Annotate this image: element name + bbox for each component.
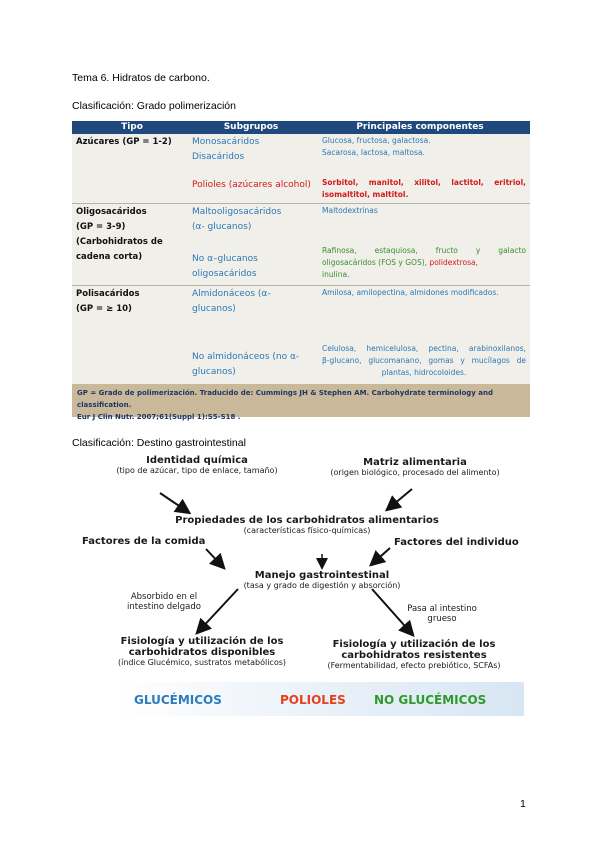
node-resistentes: Fisiología y utilización de los carbohidratos resistentes (Fermentabilidad, efecto prebiótico, SCFAs) xyxy=(327,639,501,670)
node-propiedades: Propiedades de los carbohidratos alimentarios (características físico-químicas) xyxy=(175,515,439,535)
node-factores-individuo: Factores del individuo xyxy=(394,537,519,548)
node-factores-comida: Factores de la comida xyxy=(82,536,206,547)
label-pasa-intestino: Pasa al intestino grueso xyxy=(407,604,477,624)
node-disponibles: Fisiología y utilización de los carbohidratos disponibles (índice Glucémico, sustratos metabólicos) xyxy=(117,636,286,667)
label-absorbido: Absorbido en el intestino delgado xyxy=(127,592,201,612)
row-poli-componentes: Amilosa, amilopectina, almidones modificados. xyxy=(322,288,499,297)
legend-no-glucemicos: NO GLUCÉMICOS xyxy=(374,693,487,707)
document-title: Tema 6. Hidratos de carbono. xyxy=(72,72,210,84)
legend-polioles: POLIOLES xyxy=(280,693,346,707)
header-tipo: Tipo xyxy=(121,122,143,132)
classification-table xyxy=(72,121,530,421)
row-azucares-polioles-componentes: Sorbitol, manitol, xilitol, lactitol, eritriol, isomaltitol, maltitol. xyxy=(322,178,526,199)
row-poli-almidonaceos: Almidonáceos (α- glucanos) xyxy=(192,289,271,314)
row-poli-no-almidon-componentes: Celulosa, hemicelulosa, pectina, arabinoxilanos, β-glucano, glucomanano, gomas y mucílagos de plantas, hidrocoloides. xyxy=(322,344,526,377)
row-divider xyxy=(72,285,530,286)
row-azucares-componentes: Glucosa, fructosa, galactosa. Sacarosa, lactosa, maltosa. xyxy=(322,136,431,157)
table-footnote: GP = Grado de polimerización. Traducido de: Cummings JH & Stephen AM. Carbohydrate terminology and classification. Eur J Clin Nutr. 2007;61(Suppl 1):S5-S18 . xyxy=(72,384,530,417)
legend-glucemicos: GLUCÉMICOS xyxy=(134,693,222,707)
row-azucares-subgrupos: Monosacáridos Disacáridos xyxy=(192,137,260,162)
arrow-identidad-propiedades xyxy=(160,493,188,512)
node-matriz: Matriz alimentaria (origen biológico, procesado del alimento) xyxy=(330,457,500,477)
table-header xyxy=(72,121,530,134)
row-oligo-tipo: Oligosacáridos (GP = 3-9) (Carbohidratos de cadena corta) xyxy=(76,207,163,262)
node-identidad: Identidad química (tipo de azúcar, tipo de enlace, tamaño) xyxy=(116,455,278,475)
row-poli-tipo: Polisacáridos (GP = ≥ 10) xyxy=(76,289,140,314)
row-oligo-componentes: Maltodextrinas xyxy=(322,206,378,215)
row-azucares-tipo: Azúcares (GP = 1-2) xyxy=(76,137,172,147)
arrow-matriz-propiedades xyxy=(388,489,412,509)
section-heading-destino: Clasificación: Destino gastrointestinal xyxy=(72,437,246,449)
arrow-individuo-manejo xyxy=(372,548,390,564)
header-componentes: Principales componentes xyxy=(356,122,484,132)
gastrointestinal-diagram xyxy=(72,452,524,716)
row-oligo-no-alfa-componentes: Rafinosa, estaquiosa, fructo y galacto oligosacáridos (FOS y GOS), polidextrosa, inulina. xyxy=(322,246,526,279)
row-divider xyxy=(72,203,530,204)
node-manejo: Manejo gastrointestinal (tasa y grado de digestión y absorción) xyxy=(243,570,401,590)
row-oligo-subgrupos: Maltooligosacáridos (α- glucanos) xyxy=(192,207,282,232)
page-number: 1 xyxy=(520,798,526,810)
row-oligo-no-alfa: No α–glucanos oligosacáridos xyxy=(192,254,258,279)
row-poli-no-almidonaceos: No almidonáceos (no α- glucanos) xyxy=(192,352,300,377)
arrow-comida-manejo xyxy=(206,549,223,567)
section-heading-polimerizacion: Clasificación: Grado polimerización xyxy=(72,100,236,112)
row-azucares-polioles: Polioles (azúcares alcohol) xyxy=(192,180,311,190)
header-subgrupos: Subgrupos xyxy=(223,122,279,132)
